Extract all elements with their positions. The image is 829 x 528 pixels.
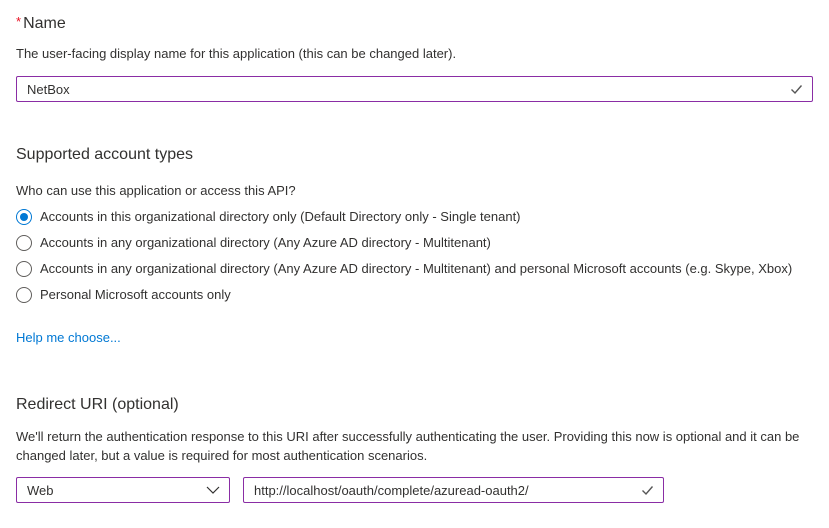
- name-description: The user-facing display name for this application (this can be changed later).: [16, 46, 457, 61]
- radio-selected-icon[interactable]: [16, 209, 32, 225]
- radio-unselected-icon[interactable]: [16, 287, 32, 303]
- radio-option-personal-only[interactable]: [16, 287, 813, 303]
- radio-option-single-tenant[interactable]: [16, 209, 813, 225]
- account-types-question: Who can use this application or access this API?: [16, 183, 296, 198]
- redirect-uri-section-title: Redirect URI (optional): [16, 396, 179, 413]
- name-input-box: [16, 76, 813, 102]
- radio-unselected-icon[interactable]: [16, 235, 32, 251]
- account-types-radio-group: [16, 209, 813, 303]
- valid-check-icon: [641, 485, 654, 496]
- platform-select-value: Web: [27, 482, 54, 498]
- app-registration-form: [0, 12, 829, 503]
- chevron-down-icon: [206, 486, 220, 494]
- name-section-title: [16, 12, 813, 34]
- name-section-title-text: Name: [23, 15, 66, 32]
- account-types-section-title: Supported account types: [16, 146, 194, 163]
- radio-option-label: Accounts in any organizational directory (Any Azure AD directory - Multitenant) and personal Microsoft accounts (e.g. Skype, Xbox): [40, 261, 793, 276]
- redirect-uri-input[interactable]: [244, 478, 641, 502]
- platform-select[interactable]: [16, 477, 230, 503]
- redirect-uri-description: We'll return the authentication response to this URI after successfully authenticating the user. Providing this now is optional and it can be changed later, but a value is required for most authentication scenarios.: [16, 429, 800, 463]
- redirect-uri-input-box: [243, 477, 664, 503]
- name-input[interactable]: [17, 77, 790, 101]
- radio-option-multitenant-personal[interactable]: [16, 261, 813, 277]
- radio-option-multitenant[interactable]: [16, 235, 813, 251]
- help-me-choose-link[interactable]: Help me choose...: [16, 330, 121, 345]
- redirect-uri-row: [16, 477, 813, 503]
- required-asterisk: *: [16, 14, 22, 29]
- valid-check-icon: [790, 84, 803, 95]
- radio-option-label: Accounts in any organizational directory (Any Azure AD directory - Multitenant): [40, 235, 491, 250]
- radio-option-label: Personal Microsoft accounts only: [40, 287, 231, 302]
- radio-unselected-icon[interactable]: [16, 261, 32, 277]
- radio-option-label: Accounts in this organizational directory only (Default Directory only - Single tenant): [40, 209, 521, 224]
